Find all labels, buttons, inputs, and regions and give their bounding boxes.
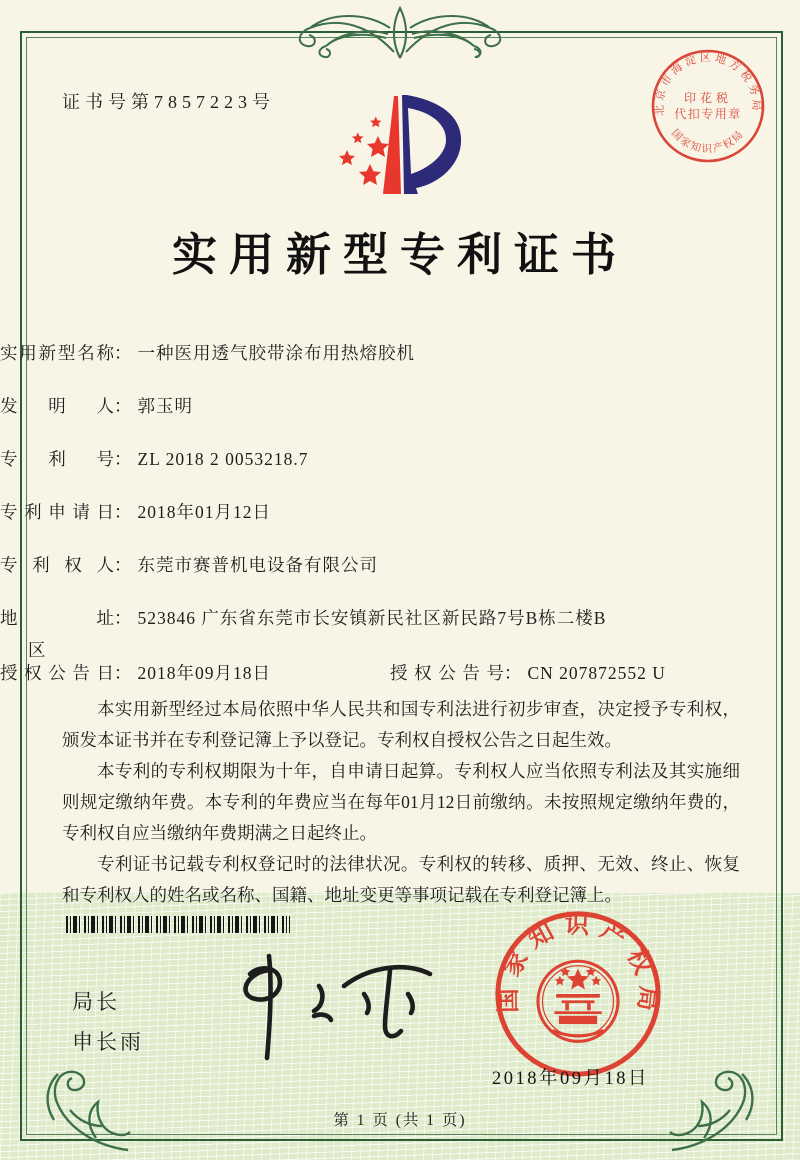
legal-text-block (62, 694, 740, 911)
field-patent-number (0, 446, 308, 471)
barcode (66, 916, 290, 933)
svg-text:代扣专用章: 代扣专用章 (674, 107, 742, 121)
seal-date: 2018年09月18日 (492, 1069, 650, 1089)
field-grant-number (390, 660, 666, 685)
legal-paragraph-3: 专利证书记载专利权登记时的法律状况。专利权的转移、质押、无效、终止、恢复和专利权人的姓名或名称、国籍、地址变更等事项记载在专利登记簿上。 (62, 854, 740, 905)
tax-stamp-seal-icon (648, 46, 768, 166)
field-value-line2: 区 (28, 640, 47, 660)
field-patentee (0, 552, 378, 577)
field-value: CN 207872552 U (527, 663, 666, 683)
field-colon: ： (114, 449, 132, 469)
legal-paragraph-1: 本实用新型经过本局依照中华人民共和国专利法进行初步审查，决定授予专利权，颁发本证书并在专利登记簿上予以登记。专利权自授权公告之日起生效。 (62, 699, 740, 750)
director-title: 局长 (72, 991, 120, 1014)
field-colon: ： (114, 555, 132, 575)
field-label: 授权公告号 (390, 663, 504, 683)
field-label: 地址 (0, 608, 114, 628)
field-utility-model-name (0, 340, 415, 365)
national-emblem-icon (538, 961, 618, 1041)
field-grant-date (0, 660, 271, 685)
director-name: 申长雨 (72, 1031, 144, 1054)
field-value: 2018年09月18日 (137, 663, 271, 683)
certificate-title: 实用新型专利证书 (171, 230, 628, 280)
bottom-right-flourish-icon (668, 1058, 764, 1156)
top-flourish-ornament-icon (268, 4, 532, 60)
legal-paragraph-2: 本专利的专利权期限为十年，自申请日起算。专利权人应当依照专利法及其实施细则规定缴纳年费。本专利的年费应当在每年01月12日前缴纳。未按照规定缴纳年费的，专利权自应当缴纳年费期满之日起终止。 (62, 761, 740, 843)
field-colon: ： (114, 343, 132, 363)
page-footer: 第 1 页 (共 1 页) (333, 1112, 467, 1129)
svg-text:国家知识产权局: 国家知识产权局 (494, 911, 663, 1022)
field-value: 郭玉明 (137, 396, 193, 416)
field-label: 发明人 (0, 396, 114, 416)
field-value-line1: 523846 广东省东莞市长安镇新民社区新民路7号B栋二楼B (137, 608, 607, 628)
field-colon: ： (114, 663, 132, 683)
svg-text:印花税: 印花税 (683, 91, 733, 105)
field-label: 实用新型名称 (0, 343, 114, 363)
field-label: 专利申请日 (0, 502, 114, 522)
cnipa-logo-icon (334, 92, 484, 210)
field-colon: ： (504, 663, 522, 683)
field-address (0, 605, 606, 662)
field-value: ZL 2018 2 0053218.7 (137, 449, 309, 469)
field-value: 东莞市赛普机电设备有限公司 (137, 555, 378, 575)
field-colon: ： (114, 502, 132, 522)
field-value: 2018年01月12日 (137, 502, 271, 522)
field-inventor (0, 393, 193, 418)
field-label: 授权公告日 (0, 663, 114, 683)
director-signature-icon (192, 950, 452, 1068)
field-colon: ： (114, 608, 132, 628)
field-label: 专利权人 (0, 555, 114, 575)
field-filing-date (0, 499, 271, 524)
cnipa-official-seal-icon (487, 903, 669, 1085)
svg-text:北京市海淀区地方税务局: 北京市海淀区地方税务局 (653, 51, 763, 117)
field-label: 专利号 (0, 449, 114, 469)
bottom-left-flourish-icon (36, 1058, 132, 1156)
certificate-number: 证书号第7857223号 (62, 92, 275, 112)
field-value: 一种医用透气胶带涂布用热熔胶机 (137, 343, 415, 363)
field-colon: ： (114, 396, 132, 416)
svg-text:国家知识产权局: 国家知识产权局 (668, 127, 747, 156)
